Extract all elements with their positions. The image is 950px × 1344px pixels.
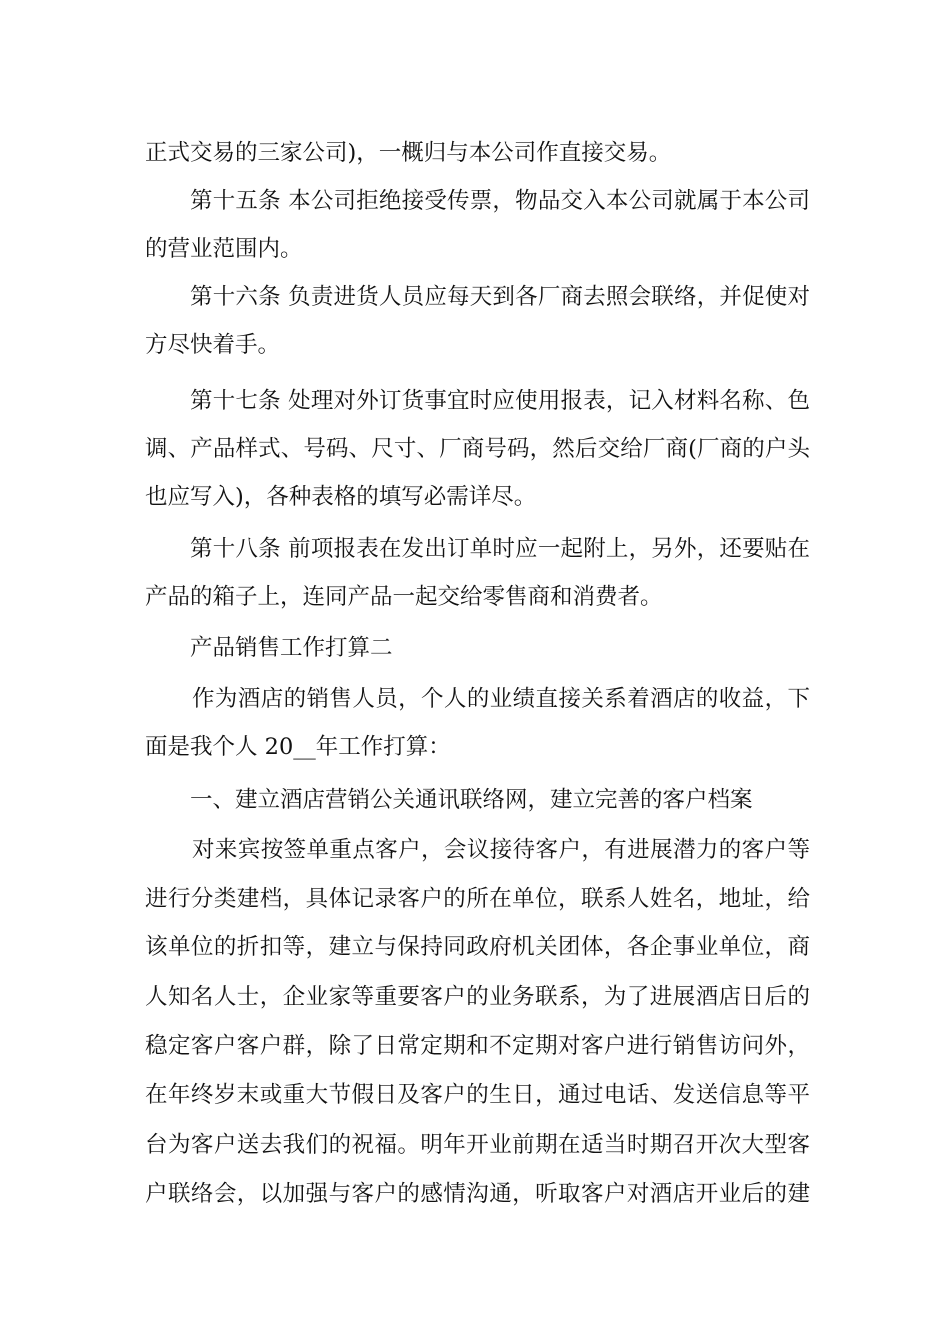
text-line-2: 第十五条 本公司拒绝接受传票，物品交入本公司就属于本公司 [190, 188, 810, 214]
subsection-heading: 一、建立酒店营销公关通讯联络网，建立完善的客户档案 [190, 787, 753, 813]
text-line-3: 的营业范围内。 [145, 236, 303, 262]
text-line-15: 对来宾按签单重点客户，会议接待客户，有进展潜力的客户等 [192, 837, 810, 863]
text-line-10: 产品的箱子上，连同产品一起交给零售商和消费者。 [145, 584, 663, 610]
text-line-5: 方尽快着手。 [145, 332, 281, 358]
section-heading: 产品销售工作打算二 [190, 635, 393, 661]
text-line-7: 调、产品样式、号码、尺寸、厂商号码，然后交给厂商(厂商的户头 [145, 436, 810, 462]
text-line-6: 第十七条 处理对外订货事宜时应使用报表，记入材料名称、色 [190, 388, 810, 414]
text-line-12: 作为酒店的销售人员，个人的业绩直接关系着酒店的收益，下 [192, 686, 810, 712]
text-line-18: 人知名人士，企业家等重要客户的业务联系，为了进展酒店日后的 [145, 984, 810, 1010]
text-line-8: 也应写入)，各种表格的填写必需详尽。 [145, 484, 537, 510]
text-line-22: 户联络会，以加强与客户的感情沟通，听取客户对酒店开业后的建 [145, 1181, 810, 1207]
text-line-9: 第十八条 前项报表在发出订单时应一起附上，另外，还要贴在 [190, 536, 810, 562]
text-line-1: 正式交易的三家公司)，一概归与本公司作直接交易。 [145, 140, 672, 166]
text-line-16: 进行分类建档，具体记录客户的所在单位，联系人姓名，地址，给 [145, 886, 810, 912]
text-line-21: 台为客户送去我们的祝福。明年开业前期在适当时期召开次大型客 [145, 1132, 810, 1158]
text-line-20: 在年终岁末或重大节假日及客户的生日，通过电话、发送信息等平 [145, 1082, 810, 1108]
text-line-4: 第十六条 负责进货人员应每天到各厂商去照会联络，并促使对 [190, 284, 810, 310]
text-line-19: 稳定客户客户群，除了日常定期和不定期对客户进行销售访问外， [145, 1033, 810, 1059]
text-line-17: 该单位的折扣等，建立与保持同政府机关团体，各企事业单位，商 [145, 934, 810, 960]
text-line-13: 面是我个人 20__年工作打算： [145, 734, 451, 760]
